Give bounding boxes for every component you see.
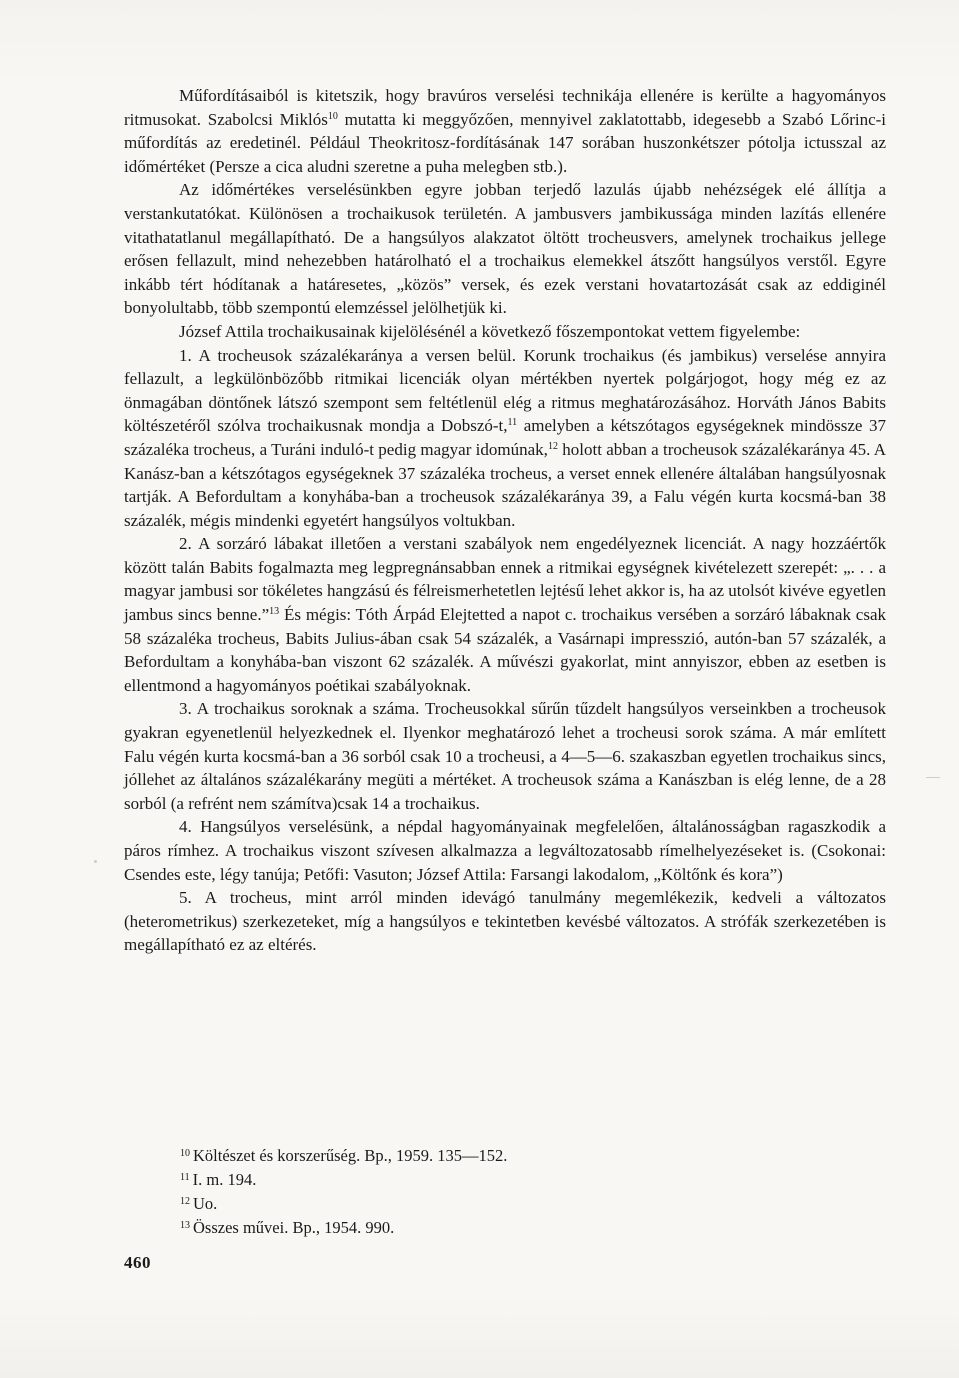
footnotes [180, 1143, 680, 1239]
footnote-reference: 13 [269, 606, 280, 618]
paragraph-text: 4. Hangsúlyos verselésünk, a népdal hagyományainak megfelelően, általánosságban ragaszkodik a páros rímhez. A trochaikus viszont szívesen alkalmazza a legváltozatosabb rímelhelyezéseket is. (Csokonai: Csendes este, légy tanúja; Petőfi: Vasuton; József Attila: Farsangi lakodalom, „Költőnk és kora”) [124, 817, 886, 884]
footnote [180, 1143, 680, 1167]
footnote-number: 11 [180, 1172, 190, 1183]
paragraph-text: 1. A trocheusok százalékaránya a versen belül. Korunk trochaikus (és jambikus) verselése annyira fellazult, a legkülönbözőbb ritmikai licenciák olyan mértékben nyertek polgárjogot, hogy még ez az önmagában döntőnek látszó szempont sem feltétlenül elég a ritmus meghatározásához. Horváth János Babits költészetéről szólva trochaikusnak mondja a Dobszó-t, [124, 345, 886, 436]
footnote-number: 12 [180, 1196, 190, 1207]
paragraph [124, 320, 886, 344]
paragraph-text: Műfordításaiból is kitetszik, hogy bravúros verselési technikája ellenére is kerülte a hagyományos ritmusokat. Szabolcsi Miklós [124, 86, 886, 129]
footnote-reference: 12 [547, 440, 558, 452]
paragraph [124, 886, 886, 957]
footnote-number: 10 [180, 1148, 190, 1159]
footnote-text: Összes művei. Bp., 1954. 990. [193, 1218, 395, 1237]
paragraph-text: Az időmértékes verselésünkben egyre jobban terjedő lazulás újabb nehézségek elé állítja a verstankutatókat. Különösen a trochaikusok területén. A jambusvers jambikussága minden lazítás ellenére vitathatatlanul megállapítható. De a hangsúlyos alakzatot öltött trocheusvers, amelynek trochaikus jellege erősen fellazult, mind nehezebben határolható el a trochaikus elemekkel átszőtt hangsúlyos verstől. Egyre inkább tért hódítanak a határesetes, „közös” versek, és ezek verstani hovatartozását csak az eddiginél bonyolultabb, több szempontú elemzéssel jelölhetjük ki. [124, 180, 886, 318]
footnote [180, 1167, 680, 1191]
scan-mark [94, 860, 97, 863]
footnote-text: I. m. 194. [192, 1170, 257, 1189]
footnote-reference: 10 [327, 110, 338, 122]
paragraph [124, 532, 886, 697]
paragraph [124, 697, 886, 815]
paragraph [124, 84, 886, 178]
paragraph-text: amelyben a kétszótagos egységeknek mindössze 37 százaléka trocheus, a Turáni induló-t pedig magyar idomúnak, [124, 416, 887, 459]
paragraph-text: József Attila trochaikusainak kijelölésénél a következő főszempontokat vettem figyelembe: [179, 321, 801, 341]
paragraph [124, 815, 886, 886]
paragraph-text: 2. A sorzáró lábakat illetően a verstani szabályok nem engedélyeznek licenciát. A nagy hozzáértők között talán Babits fogalmazta meg legpregnánsabban ennek a ritmikai egységnek kivételezett szerepét: „. . . a magyar jambusi sor tökéletes hangzású és félreismerhetetlen lejtésű lehet akkor is, ha az utolsót kivéve egyetlen jambus sincs benne.” [124, 534, 886, 625]
footnote-text: Költészet és korszerűség. Bp., 1959. 135—152. [193, 1146, 508, 1165]
paragraph-text: mutatta ki meggyőzően, mennyivel zaklatottabb, idegesebb a Szabó Lőrinc-i műfordítás az eredetinél. Például Theokritosz-fordításának 147 sorában huszonkétszer pótolja ictusszal az időmértéket (Persze a cica aludni szeretne a puha melegben stb.). [124, 109, 887, 176]
footnote [180, 1191, 680, 1215]
paragraph-text: 5. A trocheus, mint arról minden idevágó tanulmány megemlékezik, kedveli a változatos (heterometrikus) szerkezeteket, míg a hangsúlyos e tekintetben kevésbé változatos. A strófák szerkezetében is megállapítható ez az eltérés. [124, 888, 886, 955]
body-text [124, 84, 886, 957]
paragraph [124, 344, 886, 533]
footnote-number: 13 [180, 1220, 190, 1231]
paragraph-text: És mégis: Tóth Árpád Elejtetted a napot c. trochaikus versében a sorzáró lábaknak csak 58 százaléka trocheus, Babits Julius-ában csak 54 százalék, a Vasárnapi impresszió, autón-ban 57 százalék, a Befordultam a konyhába-ban viszont 62 százalék. A művészi gyakorlat, mint annyiszor, ebben az esetben is ellentmond a hagyományos poétikai szabályoknak. [124, 605, 886, 695]
footnote [180, 1215, 680, 1239]
footnote-reference: 11 [507, 417, 518, 429]
paragraph-text: 3. A trochaikus soroknak a száma. Trocheusokkal sűrűn tűzdelt hangsúlyos verseinkben a trocheusok gyakran egyenetlenül helyezkednek el. Ilyenkor meghatározó lehet a trocheusi sorok száma. A már említett Falu végén kurta kocsmá-ban a 36 sorból csak 10 a trocheusi, a 4—5—6. szakaszban egyetlen trochaikus sincs, jóllehet az általános százalékarány megüti a mértéket. A trocheusok száma a Kanászban is elég lenne, de a 28 sorból (a refrént nem számítva)csak 14 a trochaikus. [124, 699, 886, 813]
paragraph-text: holott abban a trocheusok százalékaránya 45. A Kanász-ban a kétszótagos egységeknek 37 százaléka trocheus, a verset ennek ellenére általában hangsúlyosnak tartják. A Befordultam a konyhába-ban a trocheusok százalékaránya 39, a Falu végén kurta kocsmá-ban 38 százalék, mégis mindenki egyetért hangsúlyos voltukban. [124, 439, 886, 530]
footnote-text: Uo. [193, 1194, 218, 1213]
paragraph [124, 178, 886, 320]
page-number: 460 [124, 1253, 151, 1272]
scan-mark [926, 777, 940, 778]
